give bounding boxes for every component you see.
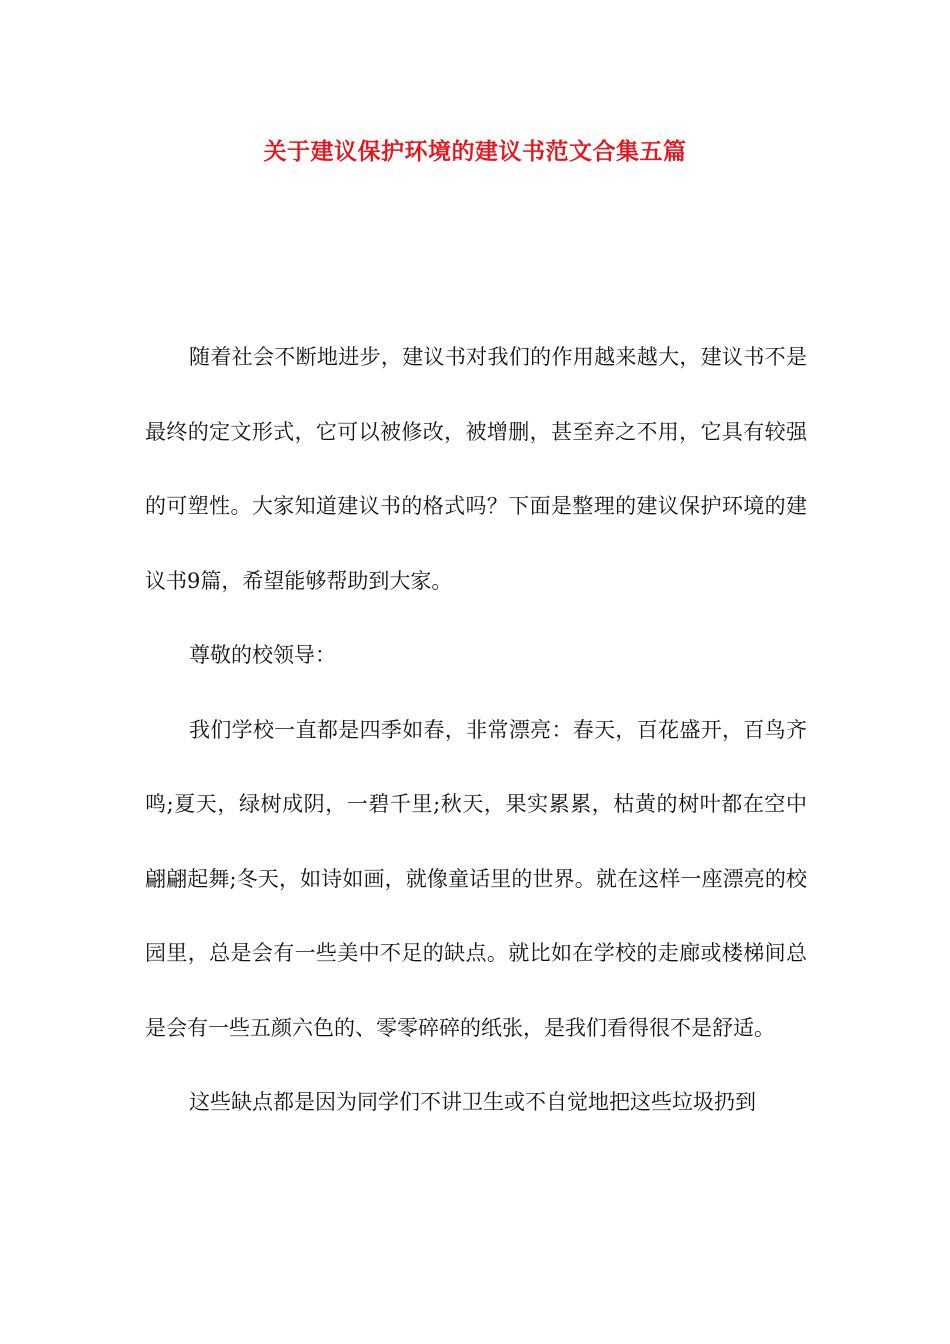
paragraph-salutation: 尊敬的校领导： <box>189 643 336 667</box>
paragraph-intro: 随着社会不断地进步，建议书对我们的作用越来越大，建议书不是最终的定文形式，它可以被修改，被增删，甚至弃之不用，它具有较强的可塑性。大家知道建议书的格式吗？下面是整理的建议保护环境的建议书9篇，希望能够帮助到大家。 <box>145 345 807 593</box>
paragraph-causes: 这些缺点都是因为同学们不讲卫生或不自觉地把这些垃圾扔到 <box>189 1090 756 1114</box>
document-title: 关于建议保护环境的建议书范文合集五篇 <box>263 138 687 165</box>
document-body <box>145 320 807 1140</box>
paragraph-school-description: 我们学校一直都是四季如春，非常漂亮：春天，百花盛开，百鸟齐鸣;夏天，绿树成阴，一碧千里;秋天，果实累累，枯黄的树叶都在空中翩翩起舞;冬天，如诗如画，就像童话里的世界。就在这样一座漂亮的校园里，总是会有一些美中不足的缺点。就比如在学校的走廊或楼梯间总是会有一些五颜六色的、零零碎碎的纸张，是我们看得很不是舒适。 <box>145 717 807 1040</box>
